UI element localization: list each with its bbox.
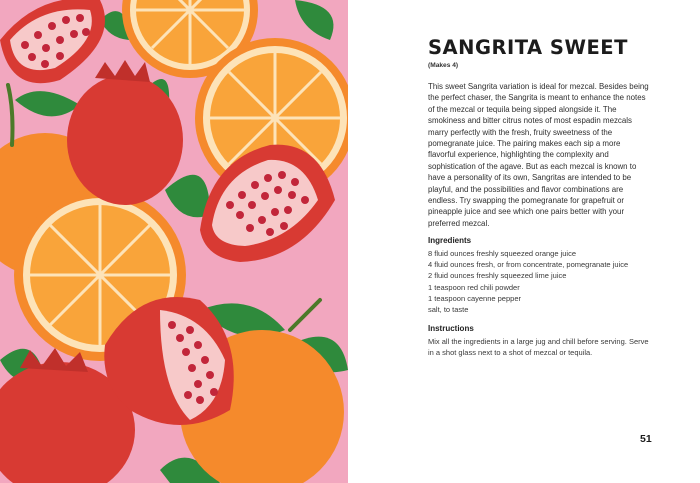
ingredients-list bbox=[428, 248, 658, 315]
ingredient-item: 1 teaspoon cayenne pepper bbox=[428, 293, 521, 303]
page-number: 51 bbox=[640, 433, 652, 445]
recipe-yield: (Makes 4) bbox=[428, 62, 459, 69]
ingredient-item: 8 fluid ounces freshly squeezed orange juice bbox=[428, 249, 577, 258]
ingredients-heading: Ingredients bbox=[428, 236, 472, 245]
fruit-illustration bbox=[0, 0, 348, 483]
instructions-heading: Instructions bbox=[428, 324, 474, 333]
ingredient-item: 2 fluid ounces freshly squeezed lime juice bbox=[428, 271, 567, 281]
instructions-text: Mix all the ingredients in a large jug and chill before serving. Serve in a shot glass next to a shot of mezcal or tequila. bbox=[428, 337, 649, 358]
ingredient-item: salt, to taste bbox=[428, 305, 469, 315]
ingredient-item: 4 fluid ounces fresh, or from concentrate, pomegranate juice bbox=[428, 260, 629, 270]
recipe-page bbox=[348, 0, 700, 483]
recipe-intro: This sweet Sangrita variation is ideal for mezcal. Besides being the perfect chaser, the Sangrita is meant to enhance the notes of the mezcal or tequila being sipped alongside it. The smokiness and bitter citrus notes of most espadin mezcals marry perfectly with the fresh, fruity sweetness of the pomegranate juice. The pairing makes each sip a more flavorful experience, highlighting the complexity and sophistication of the agave. But as each mezcal is known to have a personality of its own, Sangritas are intended to be playful, and the possibilities and flavor combinations are endless. Try swapping the pomegranate for grapefruit or pineapple juice and see which one pairs better with your preferred mezcal. bbox=[428, 82, 649, 228]
ingredient-item: 1 teaspoon red chili powder bbox=[428, 282, 520, 292]
oranges-pomegranates-artwork bbox=[0, 0, 348, 483]
recipe-title: SANGRITA SWEET bbox=[428, 36, 628, 59]
